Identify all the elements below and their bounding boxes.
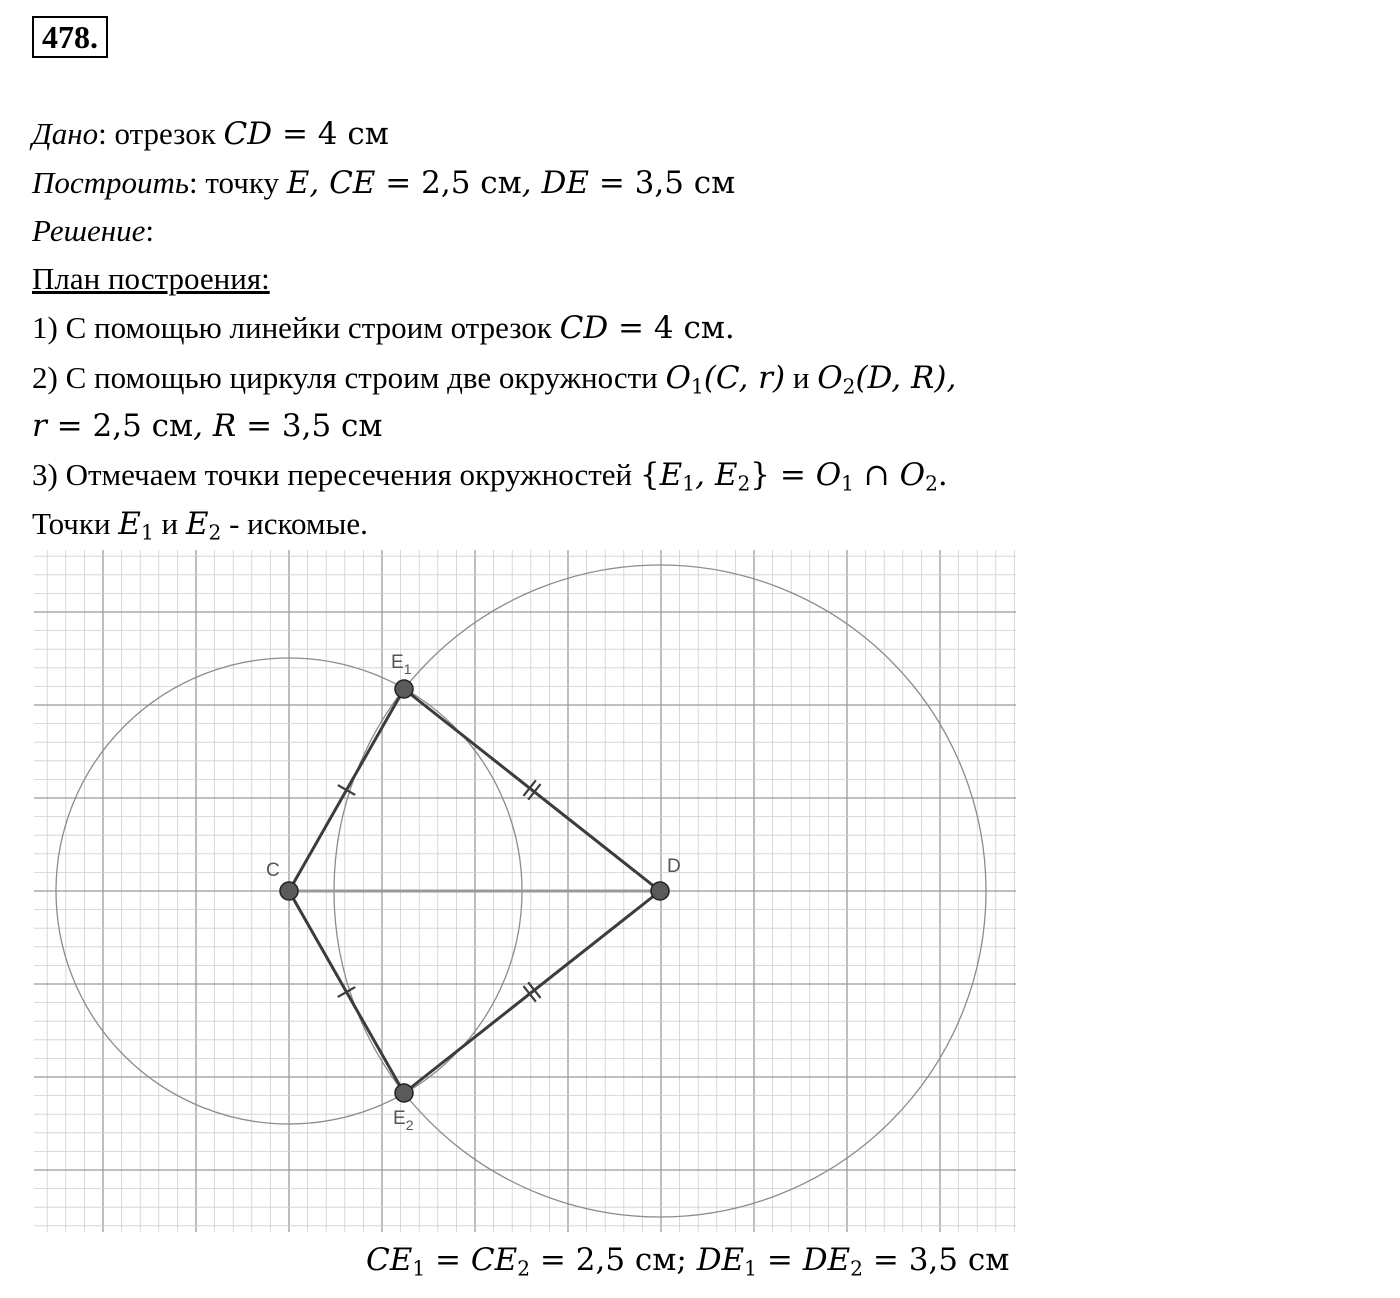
- solution-line: [32, 211, 154, 251]
- caption-eq3: =: [757, 1242, 803, 1278]
- caption-ce-value: 2,5 см;: [575, 1242, 697, 1278]
- plan-step-2b: [32, 406, 383, 446]
- given-segment: CD: [223, 116, 273, 152]
- given-value: 4 см: [317, 116, 389, 152]
- result-caption: [366, 1240, 1009, 1280]
- label-c: C: [266, 860, 280, 881]
- given-line: [32, 114, 389, 154]
- construct-sep2: ,: [521, 165, 542, 201]
- caption-de2: DE: [802, 1242, 851, 1278]
- caption-eq4: =: [863, 1242, 909, 1278]
- step3-o2-sub: 2: [925, 471, 938, 496]
- construct-label: Построить: [32, 165, 190, 200]
- step2b-sep: ,: [193, 408, 213, 444]
- step1-eq: =: [608, 310, 654, 346]
- step3-e2-sub: 2: [737, 471, 751, 496]
- step3-o1: O: [815, 457, 842, 493]
- construct-sep1: ,: [309, 165, 330, 201]
- label-e1: [391, 652, 412, 677]
- conclusion-e2-sub: 2: [208, 520, 222, 545]
- plan-step-3: [32, 455, 948, 495]
- construction-figure: [34, 550, 1016, 1232]
- plan-title: План построения:: [32, 261, 270, 296]
- given-colon: :: [98, 116, 107, 151]
- caption-de1-sub: 1: [744, 1256, 757, 1281]
- point-e1: [395, 680, 413, 698]
- step2b-r-value: 2,5 см: [92, 408, 194, 444]
- step3-sep: ,: [695, 457, 715, 493]
- tick-ce2: [338, 987, 355, 997]
- conclusion-e1: E: [118, 506, 141, 542]
- given-label: Дано: [32, 116, 99, 151]
- caption-eq1: =: [425, 1242, 471, 1278]
- label-e2: [393, 1108, 414, 1133]
- step3-set-open: {: [639, 457, 660, 493]
- step2-o2-args: (D, R): [855, 360, 947, 396]
- step3-end: .: [937, 457, 948, 493]
- conclusion-and: и: [153, 506, 186, 541]
- label-e2-sub: 2: [405, 1117, 414, 1133]
- caption-ce1-sub: 1: [412, 1256, 426, 1281]
- plan-step-1: [32, 308, 735, 348]
- step2-and: и: [785, 360, 818, 395]
- point-d: [651, 882, 669, 900]
- solution-label: Решение: [32, 213, 146, 248]
- plan-step-2: [32, 358, 956, 398]
- step2-comma: ,: [946, 360, 957, 396]
- step2b-R: R: [212, 408, 237, 444]
- conclusion-rest: - искомые.: [221, 506, 368, 541]
- construct-point: E: [286, 165, 310, 201]
- label-e1-sub: 1: [403, 661, 412, 677]
- step3-e1-sub: 1: [682, 471, 696, 496]
- step3-cap: ∩: [853, 457, 900, 493]
- construct-ce-value: 2,5 см: [421, 165, 522, 201]
- solution-colon: :: [145, 213, 154, 248]
- step2-o1: O: [665, 360, 691, 396]
- step1-text: 1) С помощью линейки строим отрезок: [32, 310, 560, 345]
- caption-de2-sub: 2: [850, 1256, 863, 1281]
- conclusion-e2: E: [185, 506, 209, 542]
- construct-line: [32, 163, 735, 203]
- caption-ce2: CE: [470, 1242, 518, 1278]
- tick-ce1: [338, 785, 355, 795]
- step2b-eq2: =: [236, 408, 282, 444]
- given-text: отрезок: [106, 116, 224, 151]
- conclusion-text: Точки: [32, 506, 119, 541]
- problem-number-box: [32, 16, 108, 58]
- caption-de1: DE: [696, 1242, 745, 1278]
- step2b-r: r: [32, 408, 47, 444]
- step2-o1-sub: 1: [690, 374, 704, 399]
- construct-colon: :: [189, 165, 198, 200]
- conclusion-e1-sub: 1: [140, 520, 154, 545]
- problem-number: 478: [42, 19, 90, 55]
- segment-e2d: [404, 891, 660, 1093]
- step3-o1-sub: 1: [841, 471, 854, 496]
- step2b-R-value: 3,5 см: [281, 408, 383, 444]
- caption-de-value: 3,5 см: [908, 1242, 1010, 1278]
- conclusion-line: [32, 504, 368, 544]
- step2-o2: O: [817, 360, 843, 396]
- step2b-eq1: =: [46, 408, 93, 444]
- problem-number-dot: .: [90, 19, 98, 55]
- point-c: [280, 882, 298, 900]
- construct-eq2: =: [588, 165, 635, 201]
- caption-ce1: CE: [366, 1242, 413, 1278]
- step3-eq: =: [770, 457, 816, 493]
- given-eq: =: [272, 116, 318, 152]
- step3-text: 3) Отмечаем точки пересечения окружностей: [32, 457, 640, 492]
- caption-ce2-sub: 2: [517, 1256, 531, 1281]
- construct-de: DE: [541, 165, 589, 201]
- label-e2-letter: E: [393, 1108, 406, 1129]
- step2-o2-sub: 2: [842, 374, 856, 399]
- step3-e2: E: [714, 457, 738, 493]
- construct-eq1: =: [375, 165, 422, 201]
- step2-o1-args: (C, r): [703, 360, 786, 396]
- construct-text: точку: [197, 165, 287, 200]
- step3-o2: O: [899, 457, 926, 493]
- step2-text: 2) С помощью циркуля строим две окружности: [32, 360, 666, 395]
- step3-e1: E: [659, 457, 683, 493]
- label-d: D: [667, 856, 681, 877]
- step1-segment: CD: [559, 310, 609, 346]
- construct-de-value: 3,5 см: [634, 165, 736, 201]
- step1-value: 4 см.: [653, 310, 735, 346]
- label-e1-letter: E: [391, 652, 404, 673]
- caption-eq2: =: [530, 1242, 576, 1278]
- construct-ce: CE: [329, 165, 376, 201]
- step3-set-close: }: [750, 457, 771, 493]
- point-e2: [395, 1084, 413, 1102]
- segment-e1d: [404, 689, 660, 891]
